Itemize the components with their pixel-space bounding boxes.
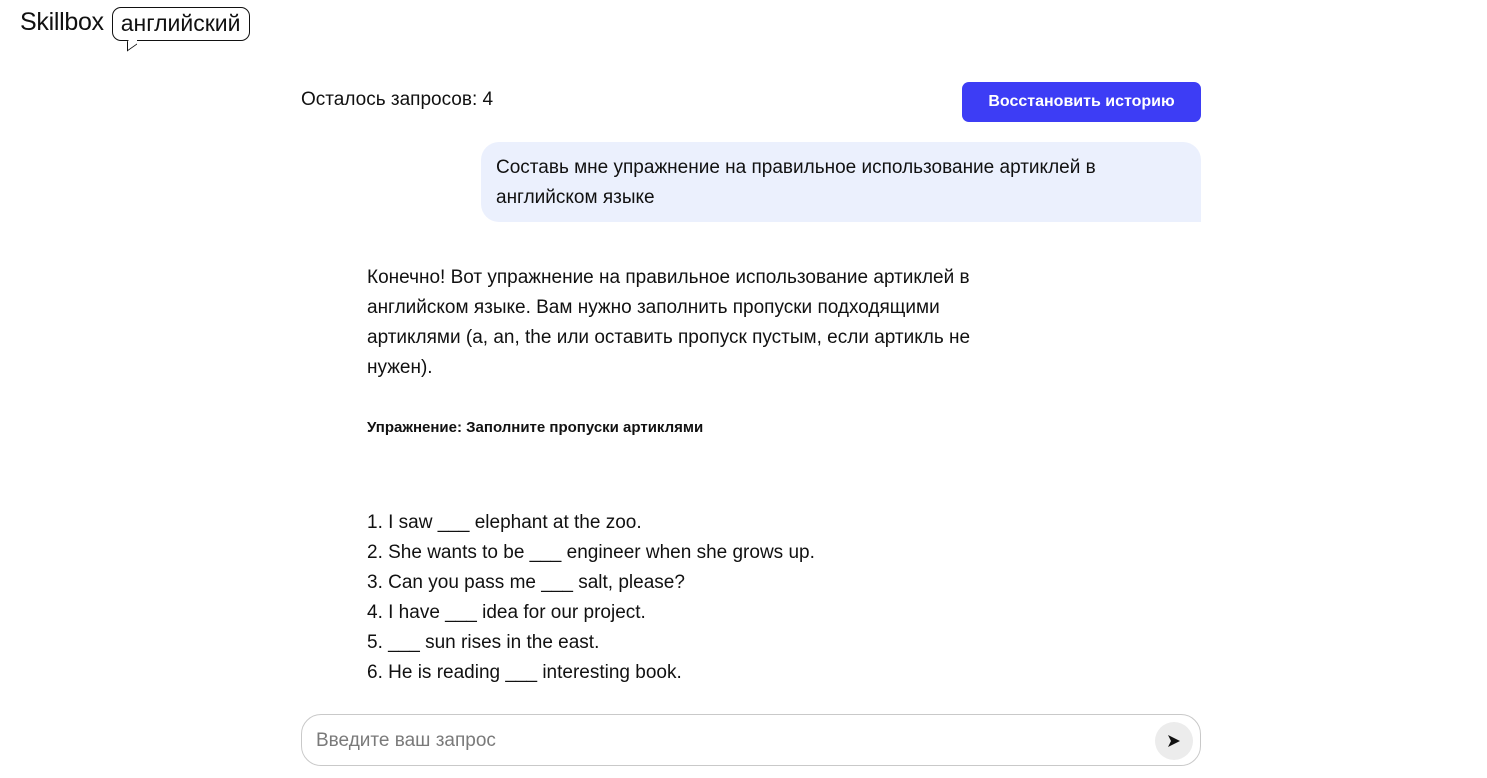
- query-composer: [301, 714, 1201, 766]
- assistant-intro-text: Конечно! Вот упражнение на правильное использование артиклей в английском языке. Вам нужно заполнить пропуски подходящими артиклями (a, an, the или оставить пропуск пустым, если артикль не нужен).: [367, 267, 971, 378]
- restore-history-button[interactable]: Восстановить историю: [962, 82, 1201, 122]
- exercise-item: 2. She wants to be ___ engineer when she grows up.: [367, 542, 815, 563]
- speech-bubble-tail-icon: [127, 34, 137, 51]
- exercise-item: 4. I have ___ idea for our project.: [367, 602, 646, 623]
- logo-brand: Skillbox: [20, 8, 104, 36]
- logo-tag-text: английский: [120, 10, 241, 36]
- logo[interactable]: [20, 6, 250, 41]
- assistant-message: [367, 263, 1027, 688]
- requests-left-counter: Осталось запросов: 4: [301, 89, 494, 110]
- send-button[interactable]: [1155, 722, 1193, 760]
- exercise-item: 1. I saw ___ elephant at the zoo.: [367, 512, 642, 533]
- exercise-item: 6. He is reading ___ interesting book.: [367, 662, 682, 683]
- exercise-list: [367, 508, 1027, 688]
- logo-tag: [112, 7, 250, 41]
- chat-scroll-area[interactable]: [301, 248, 1201, 683]
- exercise-title: Упражнение: Заполните пропуски артиклями: [367, 419, 704, 436]
- user-message-bubble: Составь мне упражнение на правильное использование артиклей в английском языке: [481, 142, 1201, 222]
- exercise-item: 5. ___ sun rises in the east.: [367, 632, 600, 653]
- send-arrow-icon: [1166, 733, 1182, 749]
- exercise-item: 3. Can you pass me ___ salt, please?: [367, 572, 685, 593]
- query-input[interactable]: [316, 725, 1136, 757]
